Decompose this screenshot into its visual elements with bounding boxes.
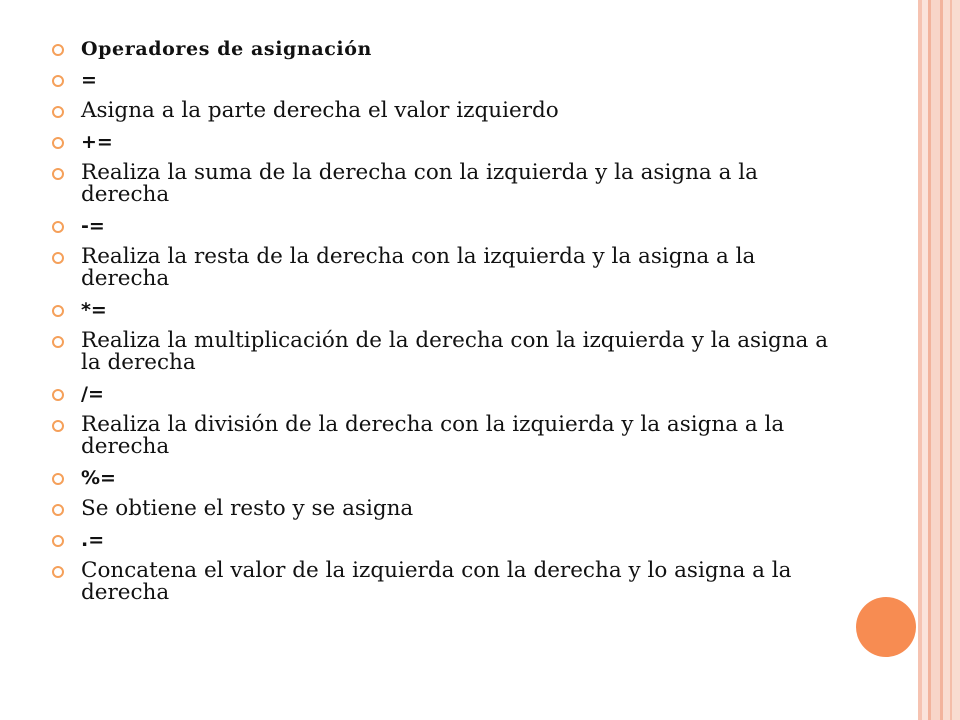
description-text: Asigna a la parte derecha el valor izquierdo <box>81 98 559 123</box>
list-item-operator <box>52 467 832 489</box>
decorative-stripe <box>931 0 940 720</box>
operator-text: = <box>81 69 97 91</box>
bullet-icon <box>52 336 64 348</box>
description-text: Se obtiene el resto y se asigna <box>81 496 414 521</box>
bullet-icon <box>52 44 64 56</box>
list-item-description <box>52 330 832 374</box>
operator-text: *= <box>81 299 107 321</box>
list-item-description <box>52 414 832 458</box>
list-item-operator <box>52 69 832 91</box>
operator-text: %= <box>81 467 116 489</box>
bullet-list <box>52 38 832 613</box>
description-text: Realiza la suma de la derecha con la izquierda y la asigna a la derecha <box>81 160 758 207</box>
list-item-description <box>52 246 832 290</box>
description-text: Concatena el valor de la izquierda con la derecha y lo asigna a la derecha <box>81 558 792 605</box>
bullet-icon <box>52 221 64 233</box>
bullet-icon <box>52 305 64 317</box>
bullet-icon <box>52 420 64 432</box>
bullet-icon <box>52 137 64 149</box>
bullet-icon <box>52 535 64 547</box>
accent-circle <box>856 597 916 657</box>
list-item-description <box>52 560 832 604</box>
bullet-icon <box>52 504 64 516</box>
description-text: Realiza la división de la derecha con la izquierda y la asigna a la derecha <box>81 412 785 459</box>
bullet-icon <box>52 252 64 264</box>
bullet-icon <box>52 566 64 578</box>
list-item-operator <box>52 131 832 153</box>
slide-title: Operadores de asignación <box>81 38 372 60</box>
list-item-operator <box>52 299 832 321</box>
bullet-icon <box>52 389 64 401</box>
list-item-title <box>52 38 832 60</box>
operator-text: /= <box>81 383 104 405</box>
bullet-icon <box>52 168 64 180</box>
list-item-operator <box>52 529 832 551</box>
list-item-description <box>52 100 832 122</box>
list-item-description <box>52 498 832 520</box>
bullet-icon <box>52 75 64 87</box>
operator-text: -= <box>81 215 105 237</box>
list-item-operator <box>52 383 832 405</box>
list-item-description <box>52 162 832 206</box>
description-text: Realiza la resta de la derecha con la izquierda y la asigna a la derecha <box>81 244 756 291</box>
bullet-icon <box>52 473 64 485</box>
operator-text: += <box>81 131 113 153</box>
operator-text: .= <box>81 529 105 551</box>
decorative-stripe <box>950 0 952 720</box>
list-item-operator <box>52 215 832 237</box>
description-text: Realiza la multiplicación de la derecha con la izquierda y la asigna a la derecha <box>81 328 829 375</box>
bullet-icon <box>52 106 64 118</box>
